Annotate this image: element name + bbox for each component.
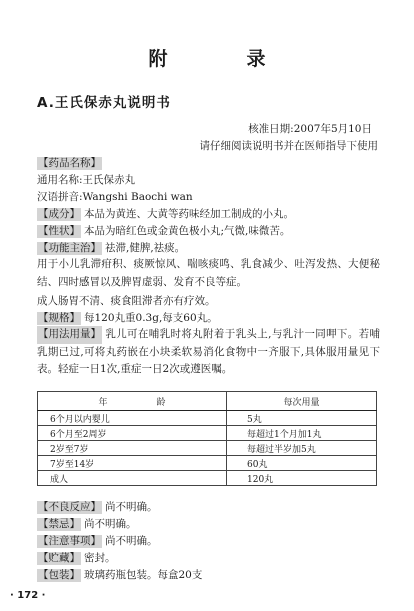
ingredients-text: 本品为黄连、大黄等药味经加工制成的小丸。 (84, 208, 294, 220)
adverse-row (37, 501, 158, 514)
properties-text: 本品为暗红色或金黄色极小丸;气微,味微苦。 (84, 225, 291, 237)
table-row (38, 426, 377, 441)
contraindications-row (37, 518, 137, 531)
storage-text: 密封。 (84, 552, 116, 564)
table-cell-age: 6个月以内婴儿 (38, 411, 227, 426)
indications-row (37, 242, 185, 255)
table-cell-age: 6个月至2周岁 (38, 426, 227, 441)
usage-paragraph (37, 326, 380, 379)
table-header-row (38, 392, 377, 411)
indications-label: 【功能主治】 (38, 242, 101, 254)
contraindications-text: 尚不明确。 (84, 518, 137, 530)
table-cell-age: 成人 (38, 471, 227, 486)
adverse-label: 【不良反应】 (38, 501, 101, 513)
drug-name-label: 【药品名称】 (38, 157, 101, 169)
usage-advice: 请仔细阅读说明书并在医师指导下使用 (199, 140, 378, 152)
table-header-age: 年 龄 (38, 392, 227, 411)
table-cell-age: 2岁至7岁 (38, 441, 227, 456)
dosage-table (37, 391, 377, 486)
table-cell-dose: 60丸 (227, 456, 377, 471)
storage-label: 【贮藏】 (38, 552, 80, 564)
section-title: A.王氏保赤丸说明书 (37, 95, 171, 111)
table-cell-dose: 每超过半岁加5丸 (227, 441, 377, 456)
contraindications-label: 【禁忌】 (38, 518, 80, 530)
table-cell-dose: 5丸 (227, 411, 377, 426)
precautions-text: 尚不明确。 (105, 535, 158, 547)
generic-name: 通用名称:王氏保赤丸 (37, 174, 136, 186)
table-cell-dose: 120丸 (227, 471, 377, 486)
properties-label: 【性状】 (38, 225, 80, 237)
indications-text: 祛滞,健脾,祛痰。 (105, 242, 186, 254)
table-row (38, 456, 377, 471)
table-cell-dose: 每超过1个月加1丸 (227, 426, 377, 441)
properties-row (37, 225, 290, 238)
appendix-title: 附 录 (148, 48, 296, 70)
usage-text: 乳儿可在哺乳时将丸附着于乳头上,与乳汁一同呷下。若哺乳期已过,可将丸药嵌在小块柔软易消化食物中一齐服下,具体服用量见下表。轻症一日1次,重症一日2次或遵医嘱。 (37, 328, 380, 375)
table-row (38, 441, 377, 456)
approval-date: 核准日期:2007年5月10日 (248, 123, 372, 135)
table-header-dose: 每次用量 (227, 392, 377, 411)
packaging-row (37, 569, 202, 582)
indications-detail: 用于小儿乳滞疳积、痰厥惊风、喘咳痰鸣、乳食减少、吐泻发热、大便秘结、四时感冒以及脾胃虚弱、发育不良等症。 (37, 258, 380, 288)
specification-label: 【规格】 (38, 312, 80, 324)
table-row (38, 471, 377, 486)
table-cell-age: 7岁至14岁 (38, 456, 227, 471)
table-row (38, 411, 377, 426)
packaging-text: 玻璃药瓶包装。每盒20支 (84, 569, 203, 581)
ingredients-row (37, 208, 294, 221)
drug-name-header (37, 157, 102, 170)
indications-adult: 成人肠胃不清、痰食阻滞者亦有疗效。 (37, 295, 216, 307)
ingredients-label: 【成分】 (38, 208, 80, 220)
adverse-text: 尚不明确。 (105, 501, 158, 513)
pinyin-name: 汉语拼音:Wangshi Baochi wan (37, 191, 193, 203)
page-number: · 172 · (10, 590, 46, 601)
usage-label: 【用法用量】 (37, 326, 102, 344)
specification-row (37, 312, 218, 325)
packaging-label: 【包装】 (38, 569, 80, 581)
precautions-label: 【注意事项】 (38, 535, 101, 547)
storage-row (37, 552, 116, 565)
specification-text: 每120丸重0.3g,每支60丸。 (84, 312, 218, 324)
precautions-row (37, 535, 158, 548)
